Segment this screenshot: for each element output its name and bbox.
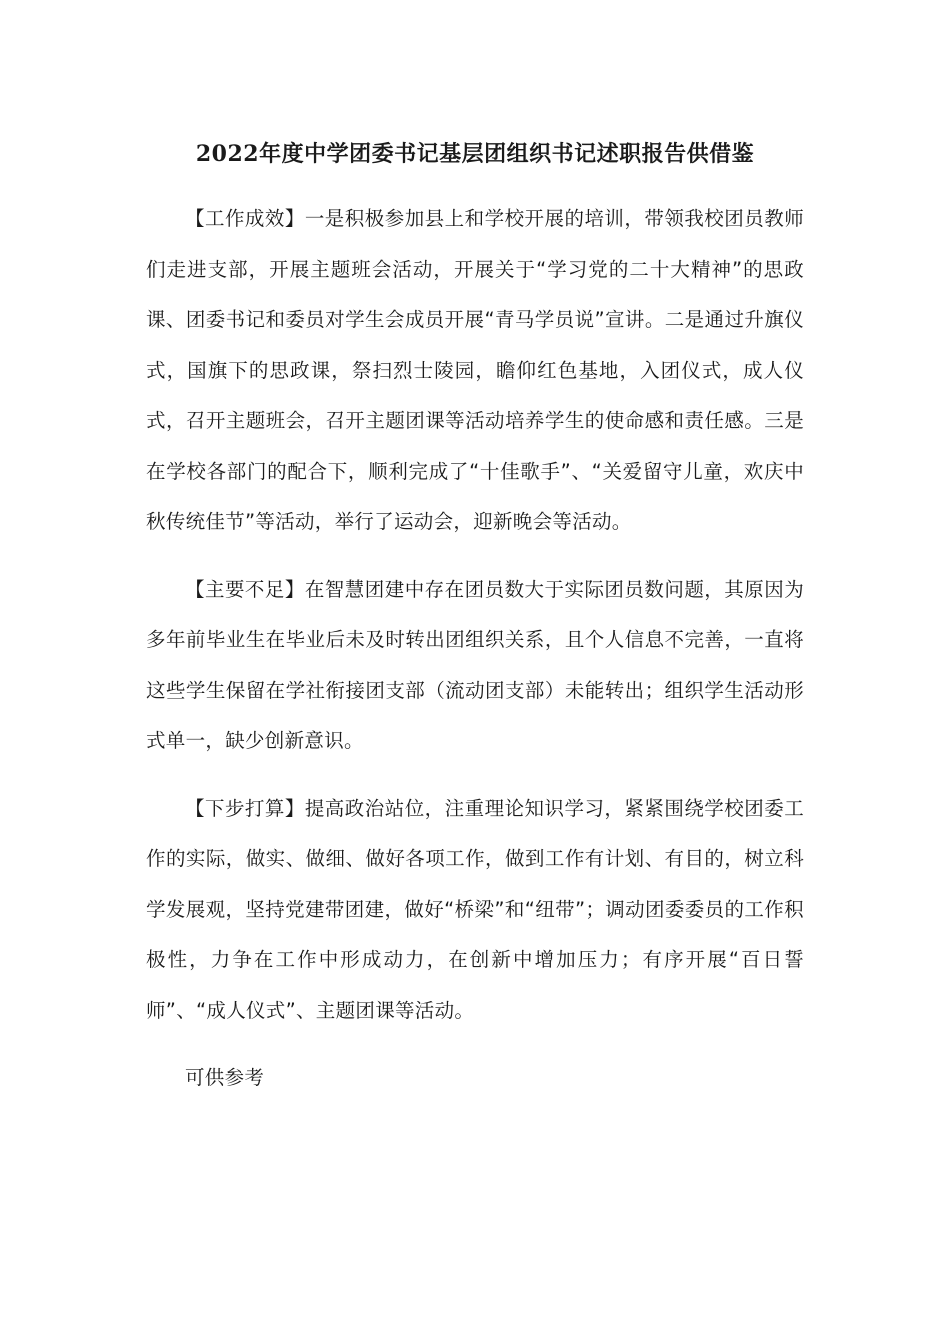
paragraph-work-results: 【工作成效】一是积极参加县上和学校开展的培训，带领我校团员教师们走进支部，开展主题班会活动，开展关于“学习党的二十大精神”的思政课、团委书记和委员对学生会成员开展“青马学员说”宣讲。二是通过升旗仪式，国旗下的思政课，祭扫烈士陵园，瞻仰红色基地，入团仪式，成人仪式，召开主题班会，召开主题团课等活动培养学生的使命感和责任感。三是在学校各部门的配合下，顺利完成了“十佳歌手”、“关爱留守儿童，欢庆中秋传统佳节”等活动，举行了运动会，迎新晚会等活动。: [146, 207, 804, 533]
document-title: 2022年度中学团委书记基层团组织书记述职报告供借鉴: [195, 141, 755, 167]
closing-note: 可供参考: [185, 1066, 265, 1089]
paragraph-next-steps: 【下步打算】提高政治站位，注重理论知识学习，紧紧围绕学校团委工作的实际，做实、做细、做好各项工作，做到工作有计划、有目的，树立科学发展观，坚持党建带团建，做好“桥梁”和“纽带”；调动团委委员的工作积极性，力争在工作中形成动力，在创新中增加压力；有序开展“百日誓师”、“成人仪式”、主题团课等活动。: [146, 796, 804, 1022]
paragraph-main-shortcomings: 【主要不足】在智慧团建中存在团员数大于实际团员数问题，其原因为多年前毕业生在毕业后未及时转出团组织关系，且个人信息不完善，一直将这些学生保留在学社衔接团支部（流动团支部）未能转出；组织学生活动形式单一，缺少创新意识。: [146, 577, 804, 752]
